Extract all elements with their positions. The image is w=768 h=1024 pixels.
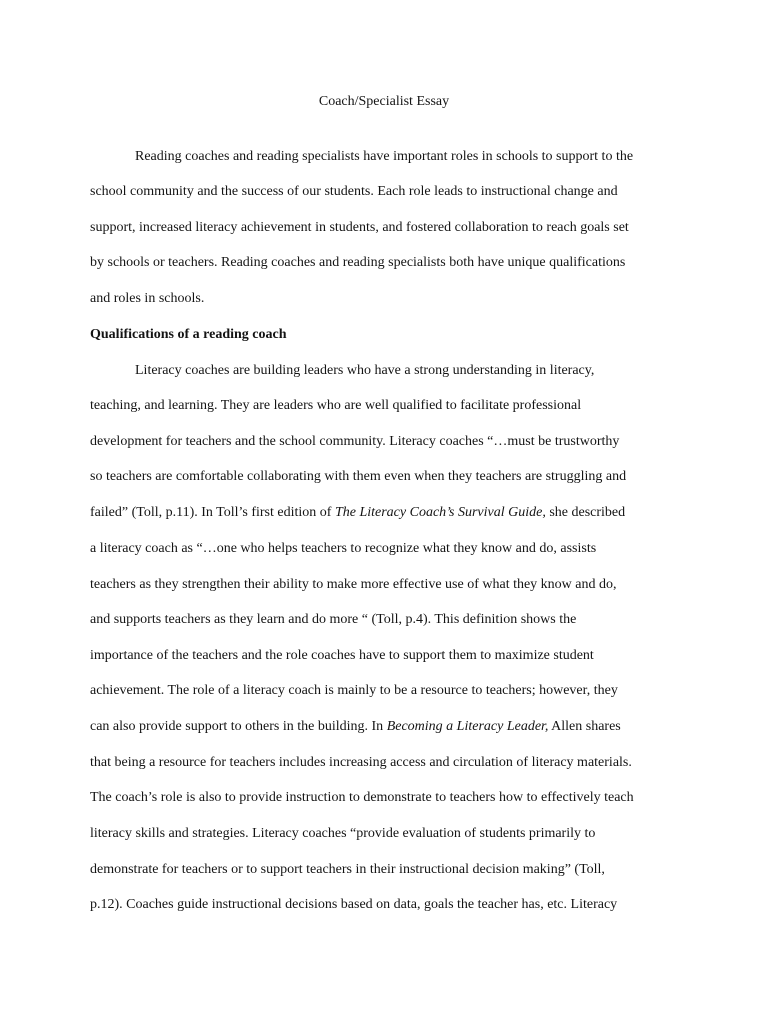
paragraph-line <box>90 717 676 737</box>
paragraph-line: a literacy coach as “…one who helps teachers to recognize what they know and do, assists <box>90 541 597 556</box>
paragraph-line: demonstrate for teachers or to support teachers in their instructional decision making” (Toll, <box>90 862 605 877</box>
paragraph-line: by schools or teachers. Reading coaches and reading specialists both have unique qualifications <box>90 255 626 270</box>
paragraph-line: and supports teachers as they learn and do more “ (Toll, p.4). This definition shows the <box>90 612 577 627</box>
paragraph-line: so teachers are comfortable collaborating with them even when they teachers are struggling and <box>90 469 627 484</box>
text-run: she described <box>545 505 626 520</box>
book-title-italic: The Literacy Coach’s Survival Guide, <box>334 505 546 520</box>
book-title-italic: Becoming a Literacy Leader, <box>386 719 549 734</box>
paragraph-line: p.12). Coaches guide instructional decisions based on data, goals the teacher has, etc. Literacy <box>90 897 618 912</box>
document-title: Coach/Specialist Essay <box>318 94 450 109</box>
paragraph-line: The coach’s role is also to provide instruction to demonstrate to teachers how to effectively teach <box>90 790 634 805</box>
paragraph-line: development for teachers and the school community. Literacy coaches “…must be trustworthy <box>90 434 620 449</box>
paragraph-line: and roles in schools. <box>90 291 205 306</box>
paragraph-line: Literacy coaches are building leaders who have a strong understanding in literacy, <box>135 363 595 378</box>
paragraph-line: that being a resource for teachers includes increasing access and circulation of literacy materials. <box>90 755 632 770</box>
paragraph-line: teaching, and learning. They are leaders who are well qualified to facilitate professional <box>90 398 582 413</box>
paragraph-line: teachers as they strengthen their ability to make more effective use of what they know and do, <box>90 577 617 592</box>
paragraph-line: achievement. The role of a literacy coach is mainly to be a resource to teachers; however, they <box>90 683 618 698</box>
text-run: failed” (Toll, p.11). In Toll’s first edition of <box>90 505 335 520</box>
paragraph-line: Reading coaches and reading specialists have important roles in schools to support to the <box>135 149 634 164</box>
paragraph-line: importance of the teachers and the role coaches have to support them to maximize student <box>90 648 594 663</box>
section-heading: Qualifications of a reading coach <box>90 327 287 342</box>
paragraph-line: school community and the success of our students. Each role leads to instructional change and <box>90 184 618 199</box>
text-run: Allen shares <box>548 719 621 734</box>
paragraph-line: literacy skills and strategies. Literacy coaches “provide evaluation of students primarily to <box>90 826 596 841</box>
text-run: can also provide support to others in the building. In <box>90 719 387 734</box>
paragraph-line <box>90 503 676 523</box>
paragraph-line: support, increased literacy achievement in students, and fostered collaboration to reach goals set <box>90 220 629 235</box>
